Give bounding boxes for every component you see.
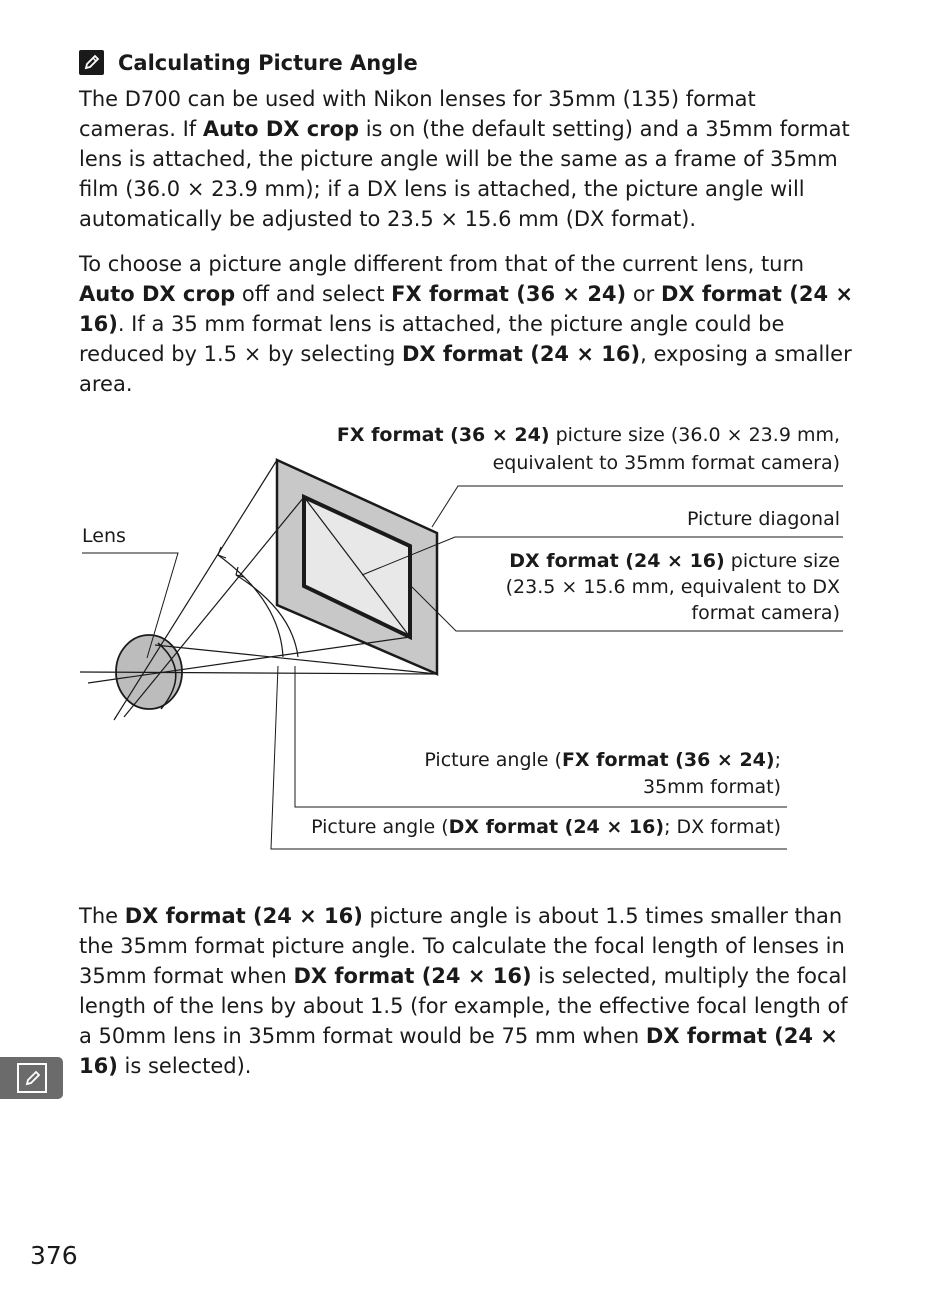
page-number: 376 bbox=[30, 1241, 78, 1270]
note-heading bbox=[79, 50, 418, 75]
note-title: Calculating Picture Angle bbox=[118, 50, 418, 75]
fx-format-label: FX format (36 × 24) picture size (36.0 × 23.9 mm, bbox=[336, 424, 840, 446]
fx-picture-angle-label-line2: 35mm format) bbox=[642, 776, 781, 798]
paragraph-choose-angle: To choose a picture angle different from that of the current lens, turn Auto DX crop off and select FX format (36 × 24) or DX format (24 × 16). If a 35 mm format lens is attached, the picture angle could be reduced by 1.5 × by selecting DX format (24 × 16), exposing a smaller area. bbox=[79, 252, 853, 396]
dx-picture-angle-label: Picture angle (DX format (24 × 16); DX format) bbox=[311, 816, 781, 838]
dx-format-label-line2: (23.5 × 15.6 mm, equivalent to DX bbox=[505, 576, 840, 598]
picture-angle-diagram bbox=[0, 400, 950, 860]
picture-diagonal-label: Picture diagonal bbox=[686, 508, 840, 530]
dx-format-label: DX format (24 × 16) picture size bbox=[509, 550, 840, 572]
paragraph-intro: The D700 can be used with Nikon lenses for 35mm (135) format cameras. If Auto DX crop is on (the default setting) and a 35mm format lens is attached, the picture angle will be the same as a frame of 35mm film (36.0 × 23.9 mm); if a DX lens is attached, the picture angle will automatically be adjusted to 23.5 × 15.6 mm (DX format). bbox=[79, 87, 850, 231]
fx-picture-angle-label: Picture angle (FX format (36 × 24); bbox=[424, 749, 781, 771]
lens-label: Lens bbox=[82, 525, 126, 547]
fx-format-label-line2: equivalent to 35mm format camera) bbox=[492, 452, 840, 474]
auto-dx-crop-term: Auto DX crop bbox=[202, 117, 360, 141]
section-tab[interactable] bbox=[0, 1057, 63, 1099]
paragraph-focal-length: The DX format (24 × 16) picture angle is about 1.5 times smaller than the 35mm format picture angle. To calculate the focal length of lenses in 35mm format when DX format (24 × 16) is selected, multiply the focal length of the lens by about 1.5 (for example, the effective focal length of a 50mm lens in 35mm format would be 75 mm when DX format (24 × 16) is selected). bbox=[79, 904, 848, 1078]
pencil-icon bbox=[79, 50, 104, 75]
notes-tab-icon bbox=[17, 1063, 47, 1093]
dx-format-label-line3: format camera) bbox=[691, 602, 840, 624]
